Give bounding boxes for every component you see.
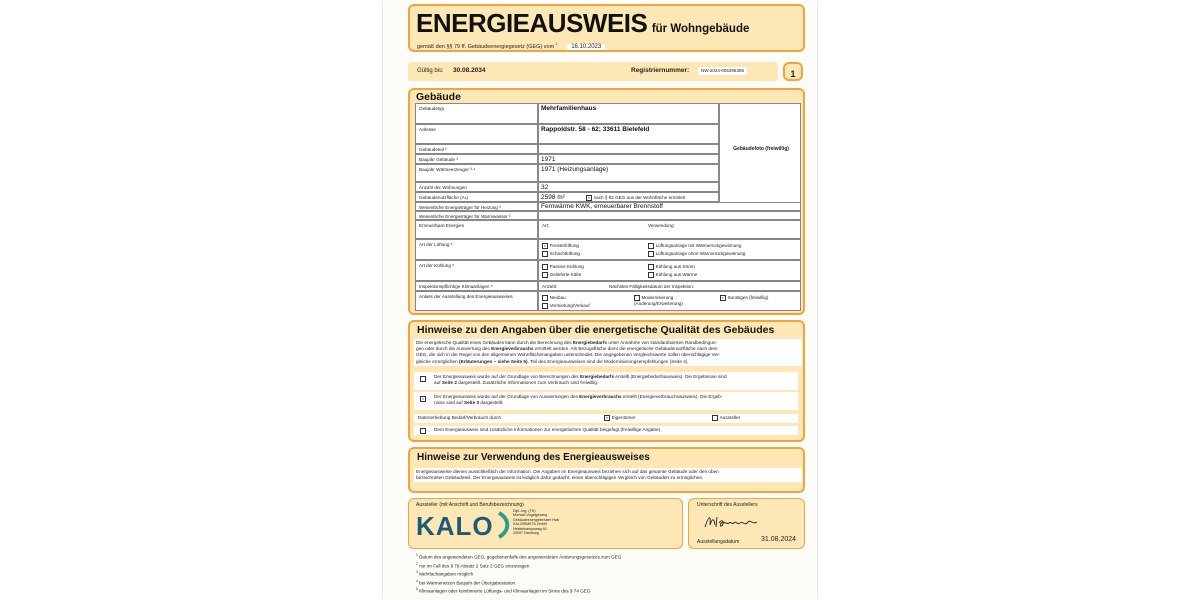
page-number-badge [783,62,803,81]
document-title-suffix: für Wohngebäude [651,23,750,35]
row-construction-year-value [538,154,719,164]
row-occasion [415,291,538,311]
row-building-type-label: Gebäudetyp [419,106,445,111]
issuer-address-line: Michael Vogelgesang [513,513,548,518]
row-construction-year-label: Baujahr Gebäude ³ [419,157,458,162]
row-renewables-value [538,220,801,239]
footnote: $^2$ nur im Fall des § 79 Absatz 2 Satz 2 GEG einzutragen [416,561,530,569]
footnote-text: Mehrfachangaben möglich [419,571,474,577]
ventilation-window-label: Fensterlüftung [549,243,579,249]
issuer-address-line: 20097 Hamburg [513,531,539,536]
data-owner-label: Eigentümer [611,415,636,421]
occasion-new-checkbox[interactable] [542,295,548,301]
quality-hints-heading: Hinweise zu den Angaben über die energetische Qualität des Gebäudes [417,324,775,336]
heater-year-value: 1971 (Heizungsanlage) [541,166,609,173]
option-consumption [414,392,798,410]
registration-number: NW-2024-005296386 [698,67,747,75]
extra-info-checkbox[interactable] [420,428,426,434]
row-renewables-label: Erneuerbare Energien [419,223,465,228]
ventilation-window[interactable] [542,243,579,249]
data-issuer-checkbox[interactable] [712,415,718,421]
quality-hints-section [408,320,805,442]
building-photo-label: Gebäudefoto (freiwillig) [733,146,789,152]
data-collection-row [414,414,798,423]
aircon-date-label: Nächstes Fälligkeitsdatum der Inspektion: [609,284,695,289]
apartments-value: 32 [541,184,549,191]
row-heater-year [415,164,538,182]
data-collection-label: Datenerhebung Bedarf/Verbrauch durch [418,415,502,420]
issuer-address-line: Dipl.-Ing. (FH) [513,509,536,513]
cooling-passive[interactable] [542,264,584,270]
extra-info-label: Dem Energieausweis sind zusätzliche Informationen zur energetischen Qualität beigefügt (freiwillige Angabe). [434,427,662,432]
row-cooling [415,260,538,281]
area-note-text: nach § 82 GEG aus der Wohnfläche ermittelt [593,195,685,201]
footnote-text: bei Wärmenetzen Baujahr der Übergabestation [419,580,516,586]
row-ventilation-value [538,239,801,260]
row-water-carrier [415,211,538,220]
footnote-text: Datum des angewendeten GEG, gegebenenfalls des angewendeten Änderungsgesetzes zum GEG [419,554,622,560]
row-usable-area-label: Gebäudenutzfläche (Aₙ) [419,195,469,200]
page-number: 1 [790,69,796,79]
renewables-type-label: Art: [542,223,550,228]
row-construction-year [415,154,538,164]
issuer-address-line: Gebäudeenergieberater Hwk [513,517,560,522]
document-title: ENERGIEAUSWEIS [416,8,648,38]
kalo-logo-text: KALO [416,511,494,541]
cooling-electric[interactable] [648,264,695,270]
area-note [586,195,685,201]
cooling-passive-checkbox[interactable] [542,264,548,270]
row-aircon-value [538,281,801,291]
ventilation-with-recovery-label: Lüftungsanlage mit Wärmerückgewinnung [655,243,742,249]
occasion-rent-checkbox[interactable] [542,303,548,309]
row-apartments [415,182,538,192]
signature-label: Unterschrift des Ausstellers [697,502,758,508]
kalo-logo [416,511,512,542]
registration-label: Registriernummer: [631,67,690,74]
footnotes [416,552,621,595]
cooling-electric-label: Kühlung aus Strom [655,264,695,270]
issuer-label: Aussteller (mit Anschrift und Berufsbezeichnung) [416,502,524,508]
issuer-box [408,498,683,549]
aircon-count-label: Anzahl: [542,284,558,289]
cooling-heat-label: Kühlung aus Wärme [655,272,698,278]
row-building-type [415,103,538,124]
row-heating-carrier [415,202,538,211]
ventilation-with-recovery-checkbox[interactable] [648,243,654,249]
cooling-delivered-checkbox[interactable] [542,272,548,278]
footnote: $^5$ Klimaanlagen oder kombinierte Lüftungs- und Klimaanlagen im Sinne des § 74 GEG [416,587,591,594]
document-page [383,0,817,600]
occasion-other[interactable] [720,295,768,301]
row-water-carrier-label: Wesentliche Energieträger für Warmwasser ³ [419,213,511,219]
intro-text-3: gen oder durch die Auswertung des [416,346,490,352]
usage-hints-heading: Hinweise zur Verwendung des Energieausweises [417,452,650,463]
footnote-text: Klimaanlagen oder kombinierte Lüftungs- und Klimaanlagen im Sinne des § 74 GEG [419,588,591,594]
row-address-label: Adresse [419,127,436,132]
ventilation-window-checkbox[interactable]: × [543,243,546,248]
row-building-type-value [538,103,719,124]
row-occasion-label: Anlass der Ausstellung des Energieausweises [419,294,513,299]
occasion-other-checkbox[interactable]: × [721,295,724,300]
footnote-text: nur im Fall des § 79 Absatz 2 Satz 2 GEG einzutragen [419,563,530,569]
ventilation-shaft-label: Schachtlüftung [549,251,580,257]
construction-year-value: 1971 [541,156,556,163]
row-building-part [415,144,538,154]
signature-image [701,511,771,533]
usage-hints-text [414,468,802,482]
occasion-rent-label: Vermietung/Verkauf [549,303,590,309]
data-issuer-label: Aussteller [719,415,741,421]
data-owner[interactable] [604,415,636,421]
opt2-text-c: erstellt (Energieverbrauchsausweis). Die Ergeb- [622,394,723,399]
address-value: Rappoldstr. 58 - 62; 33611 Bielefeld [541,126,650,133]
row-address [415,124,538,144]
document-subtitle: gemäß den §§ 79 ff. Gebäudeenergiegesetz (GEG) vom [417,43,555,50]
issue-date-label: Ausstellungsdatum [697,539,740,545]
issuer-address [513,509,559,535]
opt2-text-f: dargestellt. [480,400,504,406]
ventilation-without-recovery-label: Lüftungsanlage ohne Wärmerückgewinnung [655,251,746,257]
intro-text-4: ermittelt werden. Als Bezugsfläche dient die energetische Gebäudenutzfläche nach dem [534,346,718,352]
subtitle-footnote-ref: 1 [555,42,558,46]
issue-date-value: 31.08.2024 [761,536,797,543]
intro-text-5: GEG, die sich in der Regel von den allgemeinen Wohnflächenangaben unterscheidet. Die angegebenen Vergleichswerte sollen überschlägige Ver- [416,352,721,358]
row-apartments-label: Anzahl der Wohnungen [419,185,467,190]
ventilation-with-recovery[interactable] [648,243,741,249]
row-cooling-label: Art der Kühlung ⁵ [419,263,455,268]
row-water-carrier-value [538,211,801,220]
row-heater-year-label: Baujahr Wärmeerzeuger ³·⁴ [419,167,476,172]
occasion-rent[interactable] [542,303,590,309]
opt2-text-d: nisse sind auf [434,400,463,406]
usable-area-value: 2598 m² [541,194,565,201]
opt1-text-f: dargestellt. Zusätzliche Informationen zum Verbrauch sind freiwillig. [458,380,599,386]
row-heating-carrier-value [538,202,801,211]
building-type-value: Mehrfamilienhaus [541,105,597,112]
usage-text-1: Energieausweise dienen ausschließlich der Information. Die Angaben im Energieausweis beziehen sich auf das gesamte Gebäude oder den oben [416,469,719,474]
data-owner-checkbox[interactable]: × [605,415,608,420]
building-photo-placeholder [719,103,801,209]
row-building-part-label: Gebäudeteil ² [419,147,447,152]
occasion-modernisation[interactable] [634,295,706,306]
cooling-passive-label: Passive Kühlung [549,264,584,270]
building-section [408,88,805,315]
intro-bold-1: Energiebedarfs [572,340,608,345]
quality-hints-intro [414,339,802,366]
area-note-checkbox[interactable]: × [587,195,590,200]
row-occasion-value [538,291,801,311]
intro-bold-3: (Erläuterungen – siehe Seite 5) [459,358,528,364]
renewables-use-label: Verwendung: [648,223,675,228]
occasion-other-label: Sonstiges (freiwillig) [727,295,769,301]
intro-text-6: gleiche ermöglichen [416,358,458,364]
option-consumption-checkbox[interactable]: × [421,396,424,401]
intro-text-7: . Teil des Energieausweises sind die Modernisierungsempfehlungen (Seite 4). [527,358,689,364]
footnote: $^3$ Mehrfachangaben möglich [416,570,474,577]
opt1-bold-e: Seite 2 [441,380,457,386]
opt1-text-a: Der Energieausweis wurde auf der Grundlage von Berechnungen des [434,374,579,379]
heating-carrier-value: Fernwärme KWK, erneuerbarer Brennstoff [541,203,663,210]
row-ventilation [415,239,538,260]
intro-text-1: Die energetische Qualität eines Gebäudes kann durch die Berechnung des [416,340,572,345]
ventilation-without-recovery-checkbox[interactable] [648,251,654,257]
valid-until-label: Gültig bis: [417,68,444,74]
row-address-value [538,124,719,144]
opt2-bold-e: Seite 3 [463,400,480,406]
row-heater-year-value [538,164,719,182]
row-cooling-value [538,260,801,281]
row-usable-area [415,192,538,202]
usage-text-2: bezeichneten Gebäudeteil. Der Energieausweis ist lediglich dafür gedacht, einen überschlägigen Vergleich von Gebäuden zu ermöglichen. [416,475,704,481]
ventilation-without-recovery[interactable] [648,251,746,257]
option-demand-checkbox[interactable] [420,376,426,382]
kalo-swoosh-icon [496,511,512,539]
intro-bold-2: Energieverbrauchs [491,346,534,352]
opt2-text-a: Der Energieausweis wurde auf der Grundlage von Auswertungen des [434,394,578,399]
ventilation-shaft-checkbox[interactable] [542,251,548,257]
option-demand [414,372,798,390]
occasion-modernisation-label: Modernisierung (Änderung/Erweiterung) [634,295,683,306]
row-ventilation-label: Art der Lüftung ⁵ [419,242,453,247]
cooling-heat-checkbox[interactable] [648,272,654,278]
cooling-delivered[interactable] [542,272,581,278]
row-building-part-value [538,144,719,154]
row-apartments-value [538,182,719,192]
row-usable-area-value [538,192,719,202]
issuer-address-line: KALORIMETA GmbH [513,522,548,527]
building-heading: Gebäude [416,91,461,103]
opt1-bold-b: Energiebedarfs [579,374,615,379]
occasion-new[interactable] [542,295,566,301]
cooling-heat[interactable] [648,272,697,278]
footnote: $^4$ bei Wärmenetzen Baujahr der Übergabestation [416,578,516,586]
issuer-address-line: Heidenkampsweg 40 [513,526,547,531]
row-heating-carrier-label: Wesentliche Energieträger für Heizung ³ [419,204,501,210]
usage-hints-section [408,447,805,493]
signature-box [688,498,805,549]
cooling-electric-checkbox[interactable] [648,264,654,270]
geg-date: 16.10.2023 [567,44,605,50]
valid-until-value: 30.08.2034 [453,67,486,74]
row-renewables [415,220,538,239]
opt2-bold-b: Energieverbrauchs [579,394,622,399]
cooling-delivered-label: Gelieferte Kälte [549,272,582,278]
ventilation-shaft[interactable] [542,251,580,257]
row-aircon [415,281,538,291]
row-aircon-label: Inspektionspflichtige Klimaanlagen ⁵ [419,284,493,289]
extra-info-row [414,426,798,435]
footnote: $^1$ Datum des angewendeten GEG, gegebenenfalls des angewendeten Änderungsgesetzes zum GEG [416,553,622,560]
occasion-new-label: Neubau [549,295,566,301]
header-box [408,4,805,52]
opt1-text-d: auf [434,380,441,386]
opt1-text-c: erstellt (Energiebedarfsausweis). Die Ergebnisse sind [615,374,727,379]
validity-bar [408,62,778,81]
data-issuer[interactable] [712,415,740,421]
intro-text-2: unter Annahme von standardisierten Randbedingun- [608,340,718,345]
